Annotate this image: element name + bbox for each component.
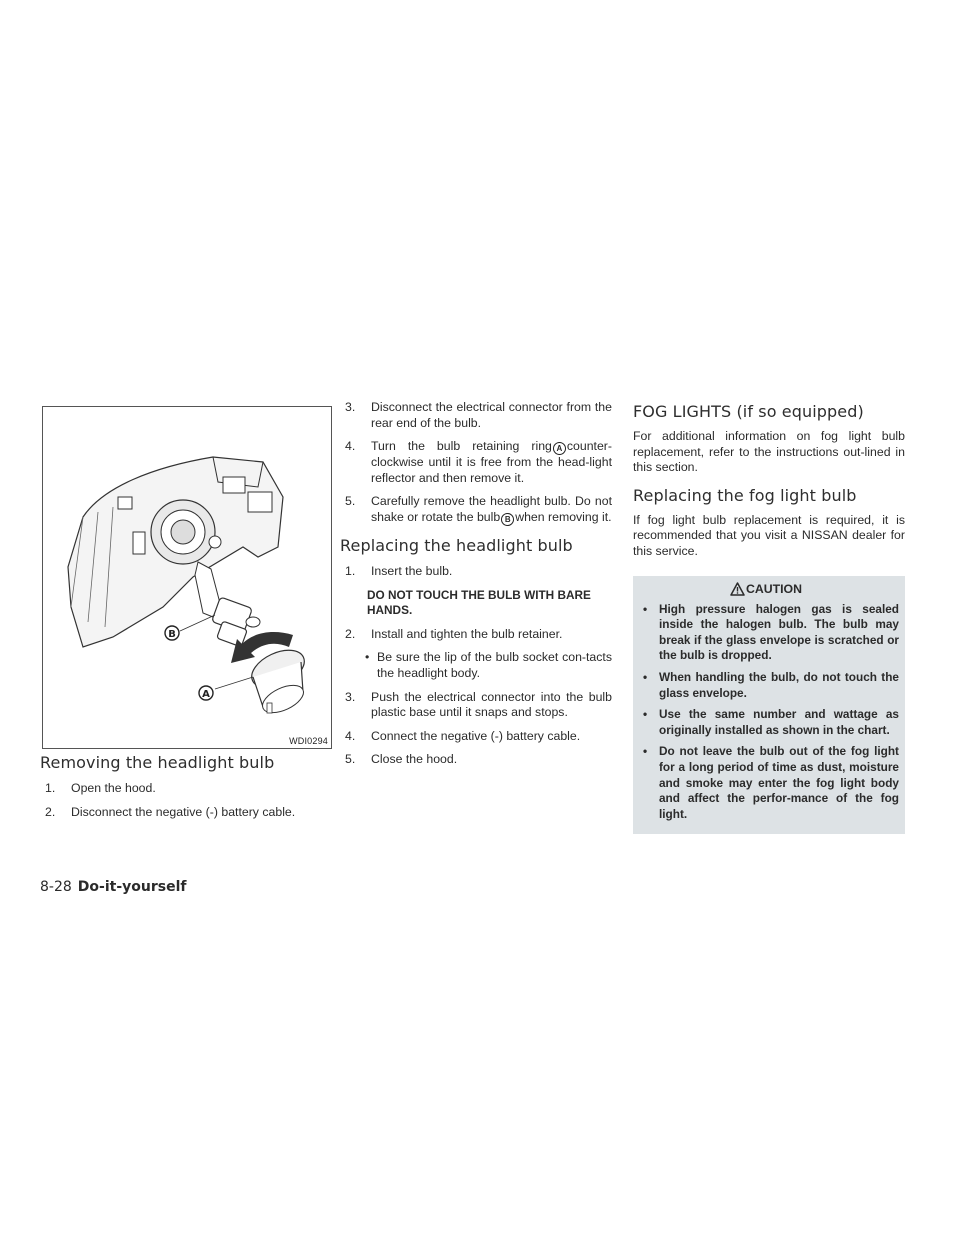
step-text: Disconnect the electrical connector from the rear end of the bulb. bbox=[371, 400, 612, 430]
caution-item: • When handling the bulb, do not touch the glass envelope. bbox=[643, 669, 899, 700]
list-item bbox=[40, 781, 332, 797]
fog-intro: For additional information on fog light bulb replacement, refer to the instructions out-lined in this section. bbox=[633, 429, 905, 475]
fog-title: FOG LIGHTS (if so equipped) bbox=[633, 402, 864, 421]
caution-title: CAUTION bbox=[745, 581, 802, 596]
list-item bbox=[340, 564, 612, 580]
step-text: Push the electrical connector into the bulb plastic base until it snaps and stops. bbox=[371, 689, 612, 720]
left-column bbox=[40, 400, 332, 828]
page-footer bbox=[40, 878, 186, 895]
warning-text: DO NOT TOUCH THE BULB WITH BARE HANDS. bbox=[367, 587, 591, 618]
step-number: 3. bbox=[345, 689, 356, 704]
step-number: 2. bbox=[345, 626, 356, 641]
callout-a-mark: A bbox=[553, 442, 566, 455]
step-number: 4. bbox=[345, 728, 356, 743]
caution-box bbox=[633, 576, 905, 835]
step-number: 2. bbox=[45, 804, 56, 819]
list-item bbox=[40, 805, 332, 821]
section-name: Do-it-yourself bbox=[77, 879, 187, 895]
step-text: Insert the bulb. bbox=[371, 563, 453, 578]
list-item bbox=[340, 400, 612, 431]
step-number: 1. bbox=[45, 781, 56, 795]
caution-header bbox=[633, 580, 899, 602]
step-text: Install and tighten the bulb retainer. bbox=[371, 626, 563, 641]
list-item bbox=[340, 729, 612, 745]
step-text: Carefully remove the headlight bulb. Do not shake or rotate the bulb bbox=[371, 494, 612, 524]
step-text: Disconnect the negative (-) battery cable. bbox=[71, 804, 296, 819]
step-text: Connect the negative (-) battery cable. bbox=[371, 728, 581, 743]
caution-item: • Use the same number and wattage as originally installed as shown in the chart. bbox=[643, 707, 899, 737]
callout-b: B bbox=[168, 629, 176, 640]
right-column bbox=[633, 400, 905, 834]
caution-item: • Do not leave the bulb out of the fog light for a long period of time as dust, moisture and smoke may enter the fog light body and affect the perfor-mance of the fog light. bbox=[643, 744, 899, 821]
warning-triangle-icon bbox=[730, 582, 745, 596]
callout-a: A bbox=[202, 689, 210, 700]
step-number: 5. bbox=[345, 494, 356, 509]
step-number: 3. bbox=[345, 400, 356, 414]
step-text: when removing it. bbox=[515, 509, 612, 524]
headlight-illustration bbox=[42, 406, 332, 749]
callout-b-mark: B bbox=[501, 513, 514, 526]
page-number: 8-28 bbox=[40, 879, 72, 895]
list-item bbox=[340, 752, 612, 768]
headlight-drawing bbox=[43, 407, 332, 749]
step-text: Open the hood. bbox=[71, 781, 156, 795]
bullet-text: Be sure the lip of the bulb socket con-tacts the headlight body. bbox=[377, 650, 612, 680]
list-item bbox=[340, 690, 612, 721]
list-item bbox=[340, 494, 612, 526]
step-text: Turn the bulb retaining ring bbox=[371, 439, 552, 454]
sub-bullet: • Be sure the lip of the bulb socket con-tacts the headlight body. bbox=[365, 650, 612, 680]
middle-column bbox=[340, 400, 612, 776]
caution-item: • High pressure halogen gas is sealed inside the halogen bulb. The bulb may break if the glass envelope is scratched or the bulb is dropped. bbox=[643, 601, 899, 663]
removing-title: Removing the headlight bulb bbox=[40, 753, 275, 772]
fog-subtitle: Replacing the fog light bulb bbox=[633, 485, 857, 505]
list-item bbox=[340, 627, 612, 643]
step-text: Close the hood. bbox=[371, 752, 458, 767]
step-text: counter-clockwise until it is free from the head-light reflector and then remove it. bbox=[371, 439, 612, 485]
step-number: 5. bbox=[345, 752, 356, 767]
figure-code: WDI0294 bbox=[289, 736, 328, 746]
step-number: 4. bbox=[345, 439, 356, 454]
step-number: 1. bbox=[345, 563, 356, 578]
list-item bbox=[340, 439, 612, 486]
replacing-title: Replacing the headlight bulb bbox=[340, 535, 573, 555]
fog-subtext: If fog light bulb replacement is required, it is recommended that you visit a NISSAN dealer for this service. bbox=[633, 512, 905, 558]
